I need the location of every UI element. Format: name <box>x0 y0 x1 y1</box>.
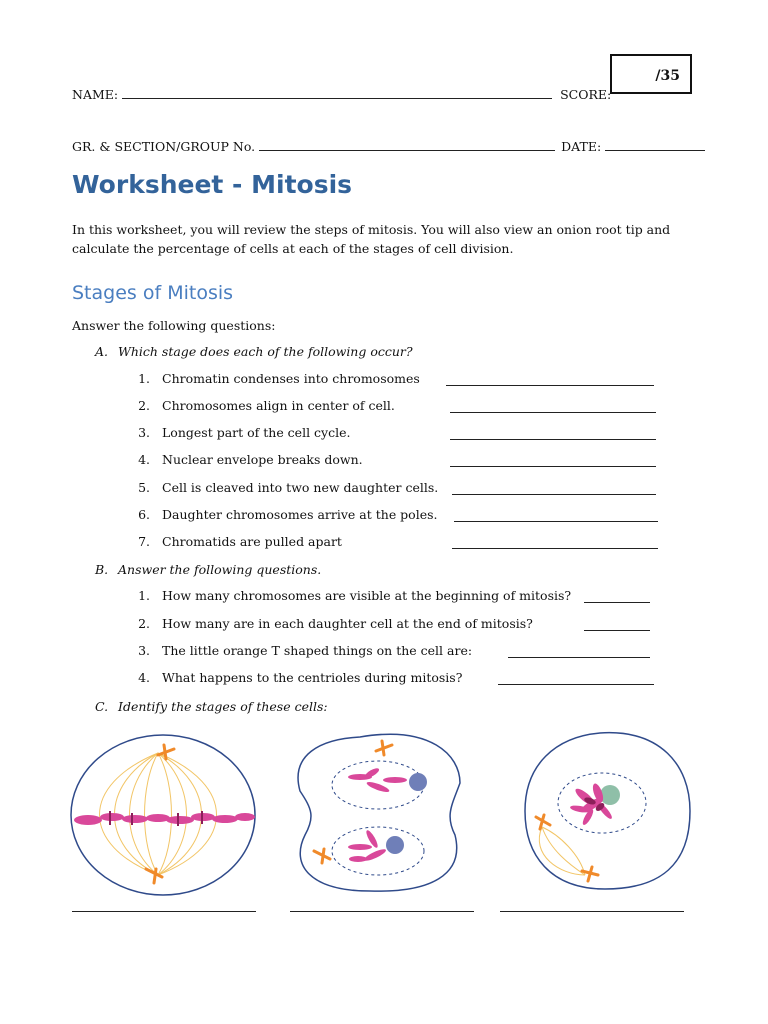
name-label: NAME: <box>72 87 119 102</box>
b-item-1-num: 1. <box>138 588 150 603</box>
b-item-4-answer[interactable] <box>498 683 654 685</box>
date-field[interactable] <box>605 136 705 151</box>
part-b-letter: B. <box>95 562 109 577</box>
a-item-5-answer[interactable] <box>452 493 656 495</box>
part-a-letter: A. <box>95 344 109 359</box>
part-a-prompt: Which stage does each of the following occur? <box>118 344 413 359</box>
a-item-1-text: Chromatin condenses into chromosomes <box>162 371 420 386</box>
b-item-3-num: 3. <box>138 643 150 658</box>
score-box[interactable] <box>610 54 692 94</box>
b-item-3-text: The little orange T shaped things on the cell are: <box>162 643 473 658</box>
b-item-1-text: How many chromosomes are visible at the beginning of mitosis? <box>162 588 572 603</box>
a-item-7-answer[interactable] <box>452 547 658 549</box>
worksheet-title: Worksheet - Mitosis <box>72 170 353 199</box>
b-item-4-num: 4. <box>138 670 150 685</box>
a-item-2-answer[interactable] <box>450 411 656 413</box>
a-item-5-num: 5. <box>138 480 150 495</box>
a-item-3-num: 3. <box>138 425 150 440</box>
a-item-4-answer[interactable] <box>450 465 656 467</box>
nucleolus <box>409 773 427 791</box>
a-item-7-num: 7. <box>138 534 150 549</box>
section-label: GR. & SECTION/GROUP No. <box>72 139 256 154</box>
part-c-letter: C. <box>95 699 109 714</box>
b-item-1-answer[interactable] <box>584 601 650 603</box>
a-item-4-num: 4. <box>138 452 150 467</box>
cell-prophase <box>525 733 690 889</box>
part-b-prompt: Answer the following questions. <box>118 562 322 577</box>
b-item-2-answer[interactable] <box>584 629 650 631</box>
section-row <box>72 136 705 154</box>
nucleolus <box>600 785 620 805</box>
a-item-5-text: Cell is cleaved into two new daughter cells. <box>162 480 439 495</box>
b-item-2-text: How many are in each daughter cell at the end of mitosis? <box>162 616 533 631</box>
cell-telophase <box>298 734 460 891</box>
a-item-1-answer[interactable] <box>446 384 654 386</box>
a-item-3-text: Longest part of the cell cycle. <box>162 425 351 440</box>
b-item-3-answer[interactable] <box>508 656 650 658</box>
intro-paragraph: In this worksheet, you will review the steps of mitosis. You will also view an onion root tip and calculate the percentage of cells at each of the stages of cell division. <box>72 222 671 256</box>
date-label: DATE: <box>561 139 602 154</box>
a-item-1-num: 1. <box>138 371 150 386</box>
nucleolus <box>386 836 404 854</box>
b-item-4-text: What happens to the centrioles during mitosis? <box>162 670 463 685</box>
name-field[interactable] <box>122 84 552 99</box>
section-heading: Stages of Mitosis <box>72 282 234 304</box>
a-item-2-num: 2. <box>138 398 150 413</box>
a-item-6-num: 6. <box>138 507 150 522</box>
c-cell-2-answer[interactable] <box>290 910 474 912</box>
a-item-3-answer[interactable] <box>450 438 656 440</box>
section-field[interactable] <box>259 136 555 151</box>
part-c-prompt: Identify the stages of these cells: <box>118 699 328 714</box>
a-item-6-answer[interactable] <box>454 520 658 522</box>
score-label: SCORE: <box>560 87 612 102</box>
a-item-6-text: Daughter chromosomes arrive at the poles. <box>162 507 438 522</box>
name-row <box>72 84 611 102</box>
c-cell-3-answer[interactable] <box>500 910 684 912</box>
a-item-4-text: Nuclear envelope breaks down. <box>162 452 363 467</box>
a-item-2-text: Chromosomes align in center of cell. <box>162 398 395 413</box>
score-total: /35 <box>655 68 680 84</box>
instruction: Answer the following questions: <box>72 318 276 333</box>
cell-diagrams <box>60 725 710 905</box>
a-item-7-text: Chromatids are pulled apart <box>162 534 342 549</box>
cell-metaphase <box>71 735 255 895</box>
c-cell-1-answer[interactable] <box>72 910 256 912</box>
b-item-2-num: 2. <box>138 616 150 631</box>
